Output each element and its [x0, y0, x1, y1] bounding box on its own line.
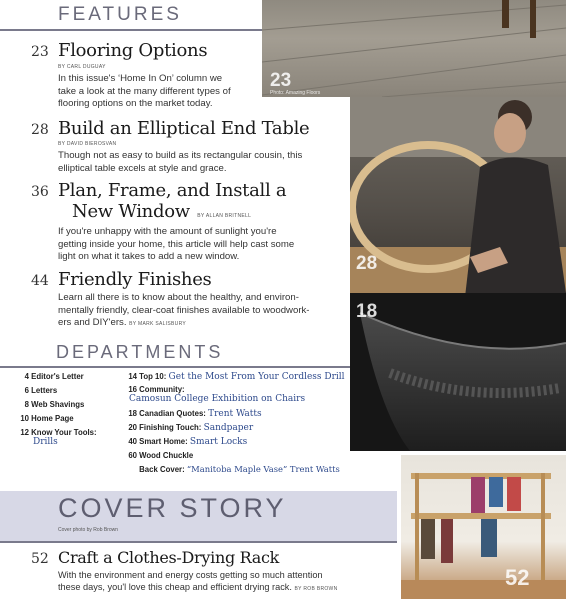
floor-planks-graphic [262, 0, 566, 97]
article-description: In this issue's ‘Home In On’ column we take a look at the many different types of flooring options on the market today. [58, 73, 231, 109]
department-item[interactable]: 16 Community: Camosun College Exhibition on Chairs [115, 385, 305, 404]
departments-rule [0, 366, 350, 368]
department-topic: Smart Locks [189, 437, 248, 447]
cover-story-band [0, 491, 397, 541]
article-byline: BY CARL DUGUAY [58, 64, 106, 70]
article-description: If you're unhappy with the amount of sunlight you're getting inside your home, this article will help cast some light on what it takes to add a new window. [58, 226, 295, 262]
photo-caption: Photo: Amazing Floors [270, 90, 321, 96]
article-byline: BY MARK SALISBURY [129, 321, 187, 327]
department-item[interactable]: Back Cover: “Manitoba Maple Vase” Trent Watts [139, 464, 340, 474]
article-title[interactable]: Friendly Finishes [58, 269, 212, 290]
article-page-number: 23 [31, 44, 49, 60]
cover-photo-credit: Cover photo by Rob Brown [58, 527, 119, 533]
department-item[interactable]: 40 Smart Home: Smart Locks [128, 437, 248, 447]
article-page-number: 52 [31, 551, 49, 567]
cover-story-heading: COVER STORY [58, 493, 287, 523]
article-description: Though not as easy to build as its rectangular cousin, this elliptical table excels at style and grace. [58, 150, 303, 174]
rack-graphic [401, 455, 566, 599]
article-page-number: 44 [31, 273, 49, 289]
department-topic: Get the Most From Your Cordless Drill [168, 372, 345, 382]
features-heading: FEATURES [58, 4, 182, 25]
article-byline: BY ROB BROWN [294, 586, 338, 592]
article-page-number: 36 [31, 184, 49, 200]
department-item[interactable]: 8 Web Shavings [24, 400, 85, 409]
departments-left-column [0, 372, 125, 452]
photo-page-badge: 18 [356, 301, 378, 322]
department-item[interactable]: 6 Letters [24, 386, 58, 395]
vase-graphic [350, 293, 566, 451]
department-topic: Sandpaper [203, 423, 254, 433]
article-page-number: 28 [31, 122, 49, 138]
workshop-graphic [350, 97, 566, 293]
photo-page-badge: 23 [270, 70, 292, 91]
article-byline: BY ALLAN BRITNELL [197, 213, 252, 219]
flooring-photo [262, 0, 566, 97]
department-item[interactable]: 20 Finishing Touch: Sandpaper [128, 423, 254, 433]
photo-page-badge: 52 [505, 565, 530, 590]
article-title[interactable]: Build an Elliptical End Table [58, 118, 310, 139]
article-title[interactable]: Plan, Frame, and Install a New Window BY ALLAN BRITNELL [58, 180, 287, 222]
departments-heading: DEPARTMENTS [56, 342, 224, 362]
drying-rack-photo [397, 451, 566, 599]
elliptical-table-photo [350, 97, 566, 293]
department-item[interactable]: 12 Know Your Tools: Drills [0, 428, 97, 447]
article-description: Learn all there is to know about the healthy, and environ- mentally friendly, clear-coat finishes available to woodwork- ers and DIY'ers. BY MARK SALISBURY [58, 292, 310, 328]
department-topic: Camosun College Exhibition on Chairs [129, 394, 306, 404]
photo-page-badge: 28 [356, 253, 378, 274]
department-topic: Trent Watts [208, 409, 262, 419]
article-title[interactable]: Craft a Clothes-Drying Rack [58, 548, 280, 567]
features-rule [0, 29, 262, 31]
article-byline: BY DAVID BIEROSVAN [58, 141, 117, 147]
cover-story-rule [0, 541, 397, 543]
vase-photo [350, 293, 566, 451]
department-topic: Drills [33, 437, 58, 447]
department-item[interactable]: 10 Home Page [20, 414, 74, 423]
department-item[interactable]: 60 Wood Chuckle [128, 451, 194, 460]
departments-right-column [115, 372, 350, 490]
department-item[interactable]: 14 Top 10: Get the Most From Your Cordless Drill [128, 372, 345, 382]
department-item[interactable]: 18 Canadian Quotes: Trent Watts [128, 409, 262, 419]
article-title[interactable]: Flooring Options [58, 40, 208, 61]
department-item[interactable]: 4 Editor's Letter [24, 372, 84, 381]
article-description: With the environment and energy costs getting so much attention these days, you'l love this cheap and efficient drying rack. BY ROB BROWN [58, 570, 338, 592]
department-topic: “Manitoba Maple Vase” Trent Watts [186, 464, 340, 474]
